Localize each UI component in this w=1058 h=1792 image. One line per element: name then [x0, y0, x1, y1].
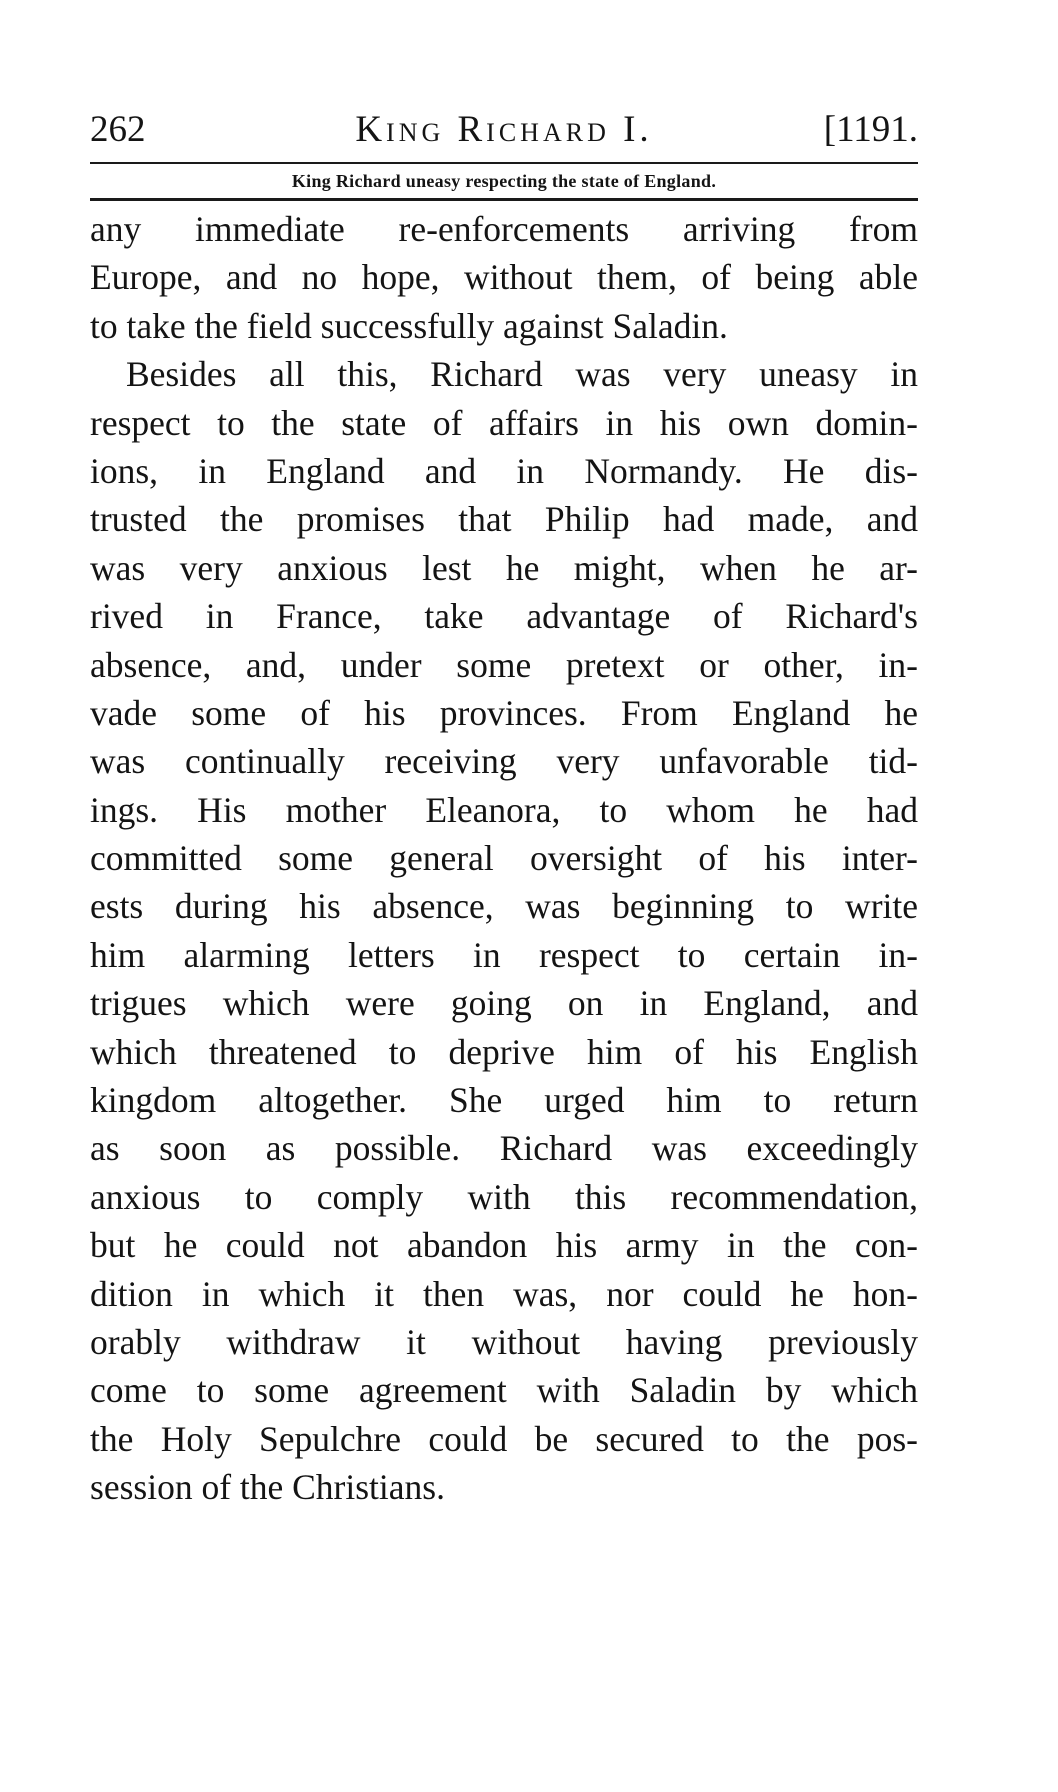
- running-head: [90, 100, 918, 160]
- text-line: kingdom altogether. She urged him to return: [90, 1080, 918, 1121]
- text-line: but he could not abandon his army in the con-: [90, 1225, 918, 1266]
- book-page: [90, 100, 918, 1512]
- text-line: dition in which it then was, nor could he hon-: [90, 1273, 918, 1314]
- text-line: trigues which were going on in England, and: [90, 983, 918, 1024]
- text-line: rived in France, take advantage of Richard's: [90, 596, 918, 637]
- text-line: session of the Christians.: [90, 1467, 445, 1508]
- text-line: vade some of his provinces. From England he: [90, 692, 918, 733]
- text-line: any immediate re-enforcements arriving from: [90, 209, 918, 249]
- text-line: to take the field successfully against Saladin.: [90, 305, 728, 346]
- section-subheading: King Richard uneasy respecting the state of England.: [291, 171, 717, 191]
- text-line: was very anxious lest he might, when he ar-: [90, 547, 918, 588]
- text-line: ings. His mother Eleanora, to whom he had: [90, 789, 918, 830]
- text-line: which threatened to deprive him of his English: [90, 1031, 918, 1072]
- text-line: absence, and, under some pretext or other, in-: [90, 644, 918, 685]
- text-line: Europe, and no hope, without them, of being able: [90, 257, 918, 298]
- body-text: [90, 205, 918, 1512]
- running-title: King Richard I.: [355, 109, 653, 150]
- text-line: as soon as possible. Richard was exceedingly: [90, 1128, 918, 1169]
- year-marker: [1191.: [823, 109, 918, 150]
- text-line: trusted the promises that Philip had made, and: [90, 499, 918, 540]
- text-line: anxious to comply with this recommendation,: [90, 1176, 918, 1217]
- text-line: the Holy Sepulchre could be secured to the pos-: [90, 1418, 918, 1459]
- page-number: 262: [90, 109, 146, 150]
- text-line: come to some agreement with Saladin by which: [90, 1370, 918, 1411]
- subheading-rule: [90, 198, 918, 201]
- paragraph-first-line: Besides all this, Richard was very uneasy in: [126, 354, 918, 395]
- text-line: him alarming letters in respect to certain in-: [90, 934, 918, 975]
- text-line: respect to the state of affairs in his own domin-: [90, 402, 918, 443]
- text-line: was continually receiving very unfavorable tid-: [90, 741, 918, 782]
- text-line: committed some general oversight of his inter-: [90, 838, 918, 879]
- text-line: ests during his absence, was beginning to write: [90, 886, 918, 927]
- text-line: orably withdraw it without having previously: [90, 1321, 918, 1362]
- text-line: ions, in England and in Normandy. He dis-: [90, 450, 918, 491]
